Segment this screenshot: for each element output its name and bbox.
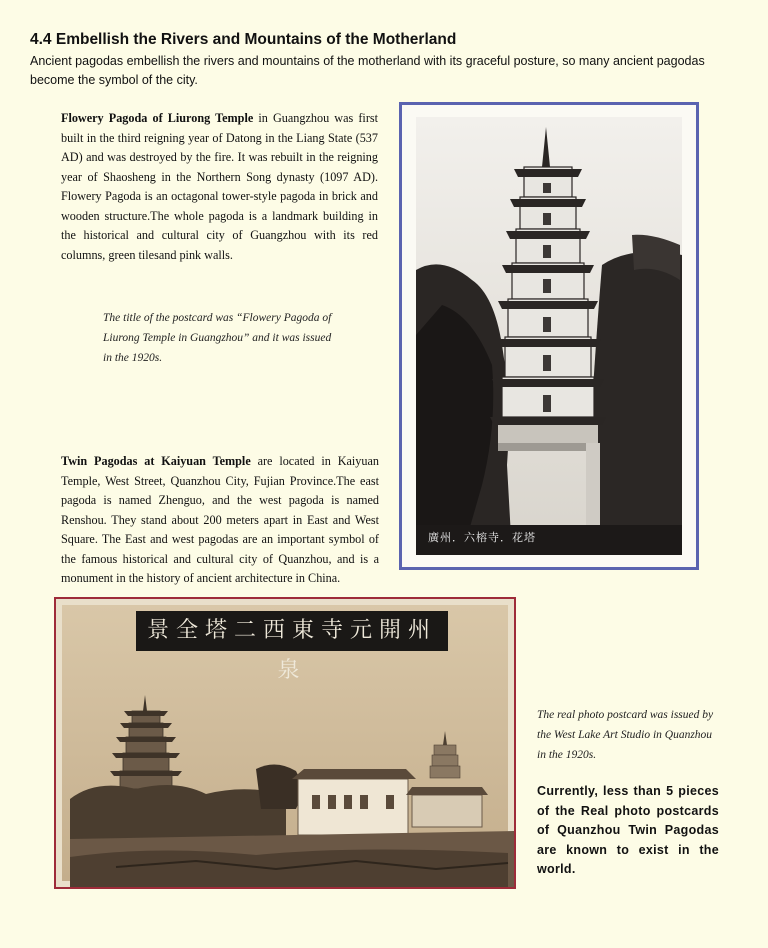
rarity-note: Currently, less than 5 pieces of the Real photo postcards of Quanzhou Twin Pagodas are known to exist in the world. xyxy=(537,784,719,876)
postcard-banner: 景全塔二西東寺元開州泉 xyxy=(136,611,448,651)
flowery-pagoda-description: in Guangzhou was first built in the third reigning year of Datong in the Liang State (537 AD) and was destroyed by the fire. It was rebuilt in the reigning year of Shaosheng in the Northern Song dynasty (1097 AD). Flowery Pagoda is an octagonal tower-style pagoda in brick and wooden structure.The whole pagoda is a landmark building in the historical and cultural city of Guangzhou with its red columns, green tilesand pink walls. xyxy=(61,111,379,262)
flowery-pagoda-name: Flowery Pagoda of Liurong Temple xyxy=(61,111,254,125)
section-intro: Ancient pagodas embellish the rivers and mountains of the motherland with its graceful posture, so many ancient pagodas become the symbol of the city. xyxy=(30,54,705,87)
section-title: 4.4 Embellish the Rivers and Mountains of the Motherland xyxy=(30,31,457,48)
twin-pagodas-description: are located in Kaiyuan Temple, West Street, Quanzhou City, Fujian Province.The east pagoda is named Zhenguo, and the west pagoda is named Renshou. They stand about 200 meters apart in East and West Square. The East and west pagodas are an important symbol of the famous historical and cultural city of Quanzhou, and is a monument in the history of ancient architecture in China. xyxy=(61,454,379,585)
flowery-pagoda-paragraph xyxy=(61,109,378,265)
twin-pagodas-postcard xyxy=(54,597,516,889)
flowery-pagoda-caption: The title of the postcard was “Flowery Pagoda of Liurong Temple in Guangzhou” and it was issued in the 1920s. xyxy=(103,312,332,364)
flowery-pagoda-photo xyxy=(402,105,696,567)
twin-pagodas-paragraph xyxy=(61,452,379,589)
twin-pagodas-caption: The real photo postcard was issued by the West Lake Art Studio in Quanzhou in the 1920s. xyxy=(537,709,714,761)
east-pagoda-shape xyxy=(430,745,460,778)
twin-pagodas-name: Twin Pagodas at Kaiyuan Temple xyxy=(61,454,251,468)
flowery-pagoda-postcard xyxy=(399,102,699,570)
postcard-inscription: 廣州．六榕寺．花塔 xyxy=(428,531,536,544)
